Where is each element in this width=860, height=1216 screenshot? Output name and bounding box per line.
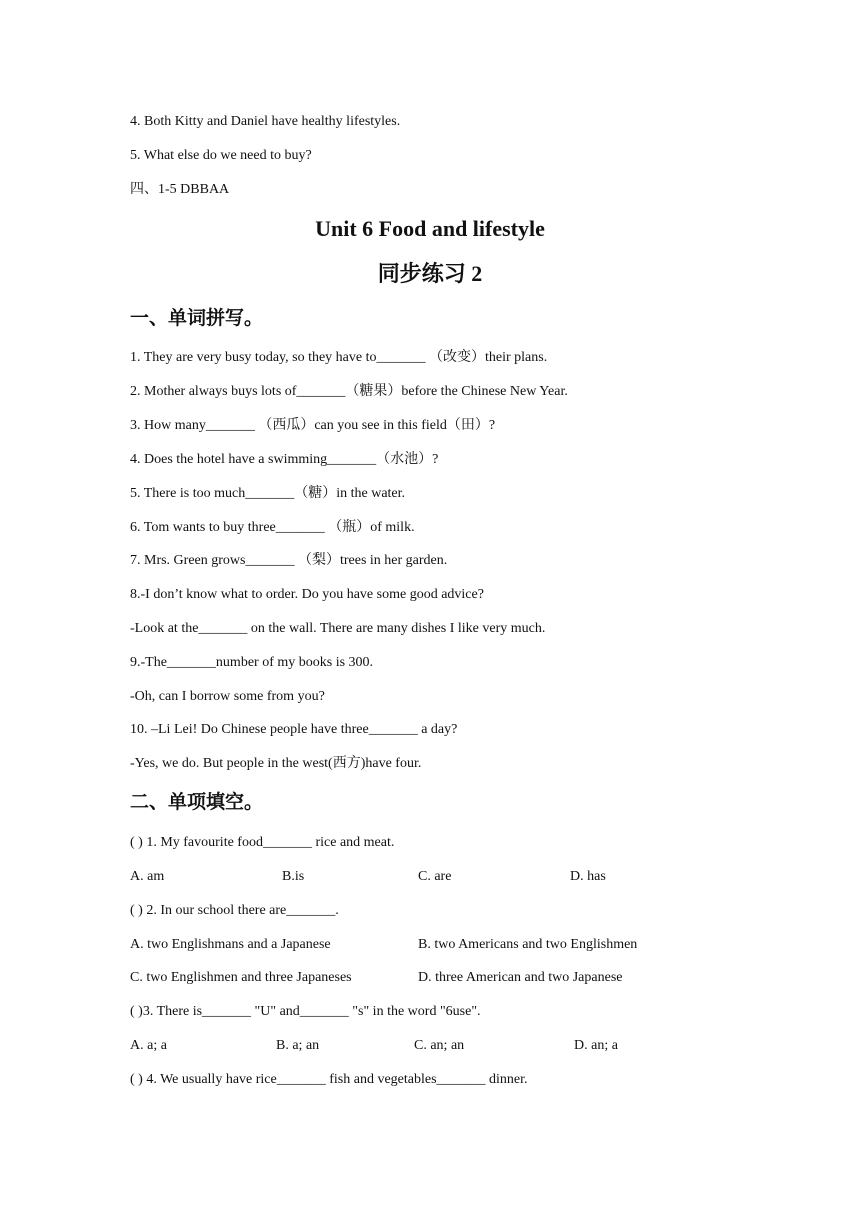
q1-option-c: C. are <box>418 869 452 884</box>
q3-option-c: C. an; an <box>414 1038 465 1053</box>
answer-line-4: 4. Both Kitty and Daniel have healthy lifestyles. <box>130 114 401 129</box>
q2-option-b: B. two Americans and two Englishmen <box>418 937 638 952</box>
s1-line: 7. Mrs. Green grows_______ （梨）trees in her garden. <box>130 553 448 568</box>
section-2-heading: 二、单项填空。 <box>130 792 264 813</box>
s1-line: 1. They are very busy today, so they have to_______ （改变）their plans. <box>130 350 548 365</box>
q4-stem: ( ) 4. We usually have rice_______ fish and vegetables_______ dinner. <box>130 1072 528 1087</box>
page-subtitle: 同步练习 2 <box>377 261 483 286</box>
q3-option-a: A. a; a <box>130 1038 167 1053</box>
s1-line: 6. Tom wants to buy three_______ （瓶）of milk. <box>130 520 415 535</box>
answer-line-5: 5. What else do we need to buy? <box>130 148 312 163</box>
q1-option-b: B.is <box>282 869 305 884</box>
q3-stem: ( )3. There is_______ "U" and_______ "s" in the word "6use". <box>130 1004 481 1019</box>
s1-line: 8.-I don’t know what to order. Do you have some good advice? <box>130 587 484 602</box>
s1-line: 5. There is too much_______（糖）in the water. <box>130 486 406 501</box>
s1-line: 4. Does the hotel have a swimming_______（水池）? <box>130 452 439 467</box>
section-1-heading: 一、单词拼写。 <box>130 308 264 329</box>
s1-line: 2. Mother always buys lots of_______（糖果）before the Chinese New Year. <box>130 384 568 399</box>
q1-stem: ( ) 1. My favourite food_______ rice and meat. <box>130 835 395 850</box>
q2-stem: ( ) 2. In our school there are_______. <box>130 903 339 918</box>
s1-line: -Oh, can I borrow some from you? <box>130 689 325 704</box>
q2-option-c: C. two Englishmen and three Japaneses <box>130 970 352 985</box>
s1-line: 9.-The_______number of my books is 300. <box>130 655 374 670</box>
page-title: Unit 6 Food and lifestyle <box>315 216 545 241</box>
q1-option-a: A. am <box>130 869 165 884</box>
s1-line: -Look at the_______ on the wall. There are many dishes I like very much. <box>130 621 546 636</box>
q2-option-a: A. two Englishmans and a Japanese <box>130 937 331 952</box>
q3-option-b: B. a; an <box>276 1038 320 1053</box>
q3-option-d: D. an; a <box>574 1038 618 1053</box>
s1-line: 3. How many_______ （西瓜）can you see in this field（田）? <box>130 418 496 433</box>
answer-part-4: 四、1-5 DBBAA <box>130 182 230 197</box>
q2-option-d: D. three American and two Japanese <box>418 970 623 985</box>
s1-line: 10. –Li Lei! Do Chinese people have three_______ a day? <box>130 722 458 737</box>
q1-option-d: D. has <box>570 869 606 884</box>
s1-line: -Yes, we do. But people in the west(西方)have four. <box>130 756 422 771</box>
